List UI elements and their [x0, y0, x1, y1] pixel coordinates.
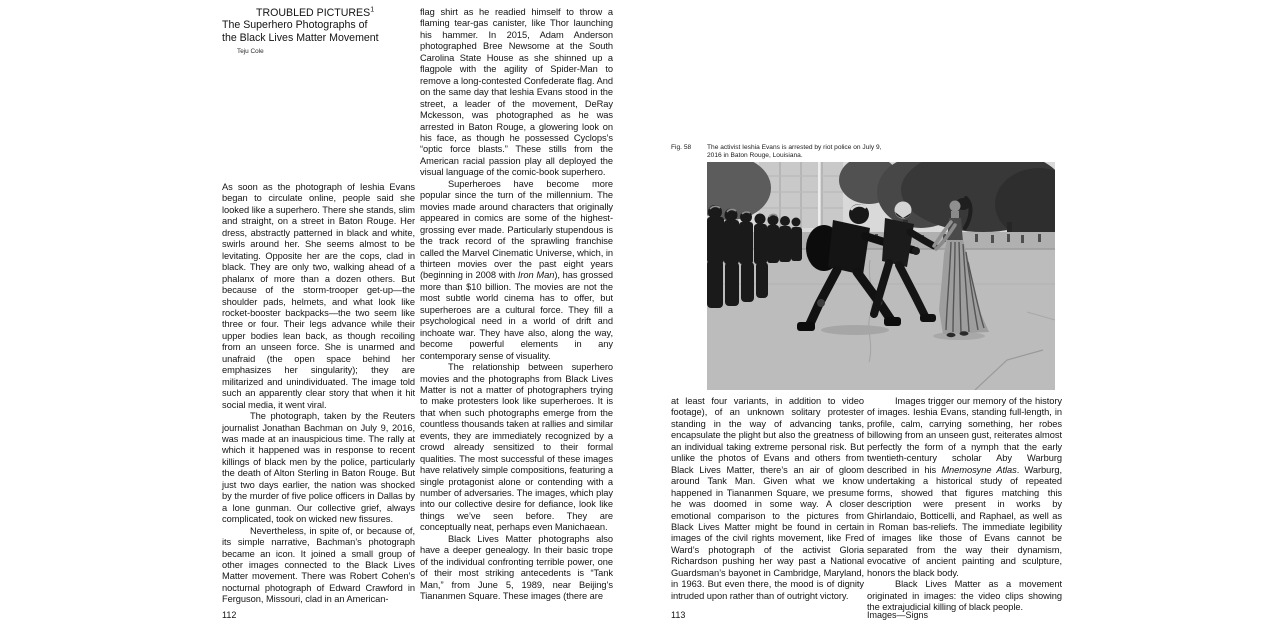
- right-page-column-2: [867, 396, 1062, 614]
- figure-label: Fig. 58: [671, 144, 692, 151]
- article-subtitle-line1: The Superhero Photographs of: [222, 19, 368, 32]
- paragraph: Nevertheless, in spite of, or because of, its simple narrative, Bachman’s photograph became an icon. It joined a small group of other images connected to the Black Lives Matter movement. There was Robert Cohen’s nocturnal photograph of Edward Crawford in Ferguson, Missouri, clad in an American-: [222, 525, 415, 605]
- paragraph-text: ), has grossed more than $10 billion. The movies are not the most subtle world cinema has to offer, but superheroes are a cultural force. They fill a psychological need in a world of drift and inchoate war. They have also, along the way, become powerful elements in any contemporary sense of visuality.: [420, 270, 613, 361]
- paragraph: The photograph, taken by the Reuters journalist Jonathan Bachman on July 9, 2016, was made at an inauspicious time. The rally at which it happened was in response to recent killings of black men by the police, particularly the death of Alton Sterling in Baton Rouge. But just two days earlier, the nation was shocked by the murder of five police officers in Dallas by a lone gunman. Our collective grief, always complicated, took on wicked new fissures.: [222, 411, 415, 525]
- article-title-block: [222, 7, 418, 59]
- page-number-right: 113: [671, 610, 686, 620]
- paragraph: As soon as the photograph of Ieshia Evans began to circulate online, people said she looked like a superhero. There she stands, slim and straight, on a street in Baton Rouge. Her dress, abstractly patterned in black and white, swirls around her. She seems almost to be levitating. Opposite her are the cops, clad in black. They are only two, walking ahead of a phalanx of more than a dozen others. But because of the storm-trooper get-up—the shoulder pads, helmets, and what look like rocket-booster backpacks—the two seem like three or four. Their legs advance while their upper bodies lean back, as though recoiling from an unseen force. She is unarmed and unafraid (the open space behind her emphasizes her singularity); they are militarized and unindividuated. The image told such an apparently clear story that when it hit social media, it went viral.: [222, 182, 415, 410]
- paragraph: Black Lives Matter as a movement originated in images: the video clips showing the extrajudicial killing of black people.: [867, 579, 1062, 613]
- right-page-column-1: [671, 396, 864, 602]
- photo-illustration: [707, 162, 1055, 390]
- article-title-text: TROUBLED PICTURES: [256, 7, 371, 19]
- paragraph: The relationship between superhero movies and the photographs from Black Lives Matter is not a matter of photographers trying to make protesters look like superheroes. It is that when such photographs emerge from the countless thousands taken at rallies and similar events, they are immediately recognized by a crowd already sensitized to their formal qualities. The most successful of these images have relatively simple compositions, featuring a single protagonist alone or contending with a number of adversaries. The images, which play into our collective desire for defiance, look like things we’ve seen before. They are conceptually neat, perhaps even Manichaean.: [420, 362, 613, 533]
- article-subtitle-line2: the Black Lives Matter Movement: [222, 31, 379, 44]
- left-page-column-1: [222, 182, 415, 606]
- figure-caption: The activist Ieshia Evans is arrested by riot police on July 9, 2016 in Baton Rouge, Louisiana.: [707, 144, 882, 160]
- italic-title: Mnemosyne Atlas: [941, 464, 1017, 475]
- paragraph-text: . Warburg, undertaking a historical study of repeated forms, showed that figures matching this description were present in works by Ghirlandaio, Botticelli, and Raphael, as well as in Roman bas-reliefs. The immediate legibility of images like those of Evans cannot be separated from the way their dynamism, evocative of ancient painting and sculpture, honors the black body.: [867, 464, 1062, 578]
- article-title: [222, 7, 418, 19]
- footnote-marker: 1: [370, 6, 375, 14]
- page-number-left: 112: [222, 610, 237, 620]
- paragraph: [867, 396, 1062, 579]
- paragraph: flag shirt as he readied himself to throw a flaming tear-gas canister, like Thor launching his hammer. In 2015, Adam Anderson photographed Bree Newsome at the South Carolina State House as she shinned up a flagpole with the agility of Spider-Man to remove a long-contested Confederate flag. And on the same day that Ieshia Evans stood in the street, a leader of the movement, DeRay Mckesson, was photographed as he was arrested in Baton Rouge, a glowering look on his face, as though he possessed Cyclops’s “optic force blasts.” These stills from the American racial passion play all deployed the visual language of the comic-book superhero.: [420, 7, 613, 178]
- left-page-column-2: [420, 7, 613, 603]
- italic-title: Iron Man: [517, 270, 555, 281]
- paragraph-text: Images trigger our memory of the history of images. Ieshia Evans, standing full-length, in profile, calm, carrying something, her robes billowing from an unseen gust, reiterates almost perfectly the form of a nymph that the early twentieth-century scholar Aby Warburg described in his: [867, 396, 1062, 475]
- paragraph-text: Superheroes have become more popular since the turn of the millennium. The movies made around characters that originally appeared in comics are some of the highest-grossing ever made. Particularly stupendous is the track record of the sprawling franchise called the Marvel Cinematic Universe, which, in thirteen movies over the past eight years (beginning in 2008 with: [420, 178, 613, 281]
- paragraph: [420, 179, 613, 362]
- author-byline: Teju Cole: [237, 48, 264, 56]
- shadow: [821, 325, 889, 335]
- paragraph: at least four variants, in addition to video footage), of an unknown solitary protester standing in the way of advancing tanks, encapsulate the plight but also the greatness of an individual taking extreme personal risk. But unlike the photos of Evans and others from Black Lives Matter, there’s an air of gloom around Tank Man. Given what we know happened in Tiananmen Square, we presume he was doomed in some way. A closer emotional comparison to the pictures from Black Lives Matter might be found in certain images of the civil rights movement, like Fred Ward’s photograph of the activist Gloria Richardson pushing her way past a National Guardsman’s bayonet in Cambridge, Maryland, in 1963. But even there, the mood is of dignity intruded upon rather than of outright victory.: [671, 396, 864, 601]
- running-footer: Images—Signs: [867, 610, 929, 620]
- figure-photo: [707, 162, 1055, 390]
- paragraph: Black Lives Matter photographs also have a deeper genealogy. In their basic trope of the individual confronting terrible power, one of their most striking antecedents is “Tank Man,” from June 5, 1989, near Beijing’s Tiananmen Square. These images (there are: [420, 533, 613, 602]
